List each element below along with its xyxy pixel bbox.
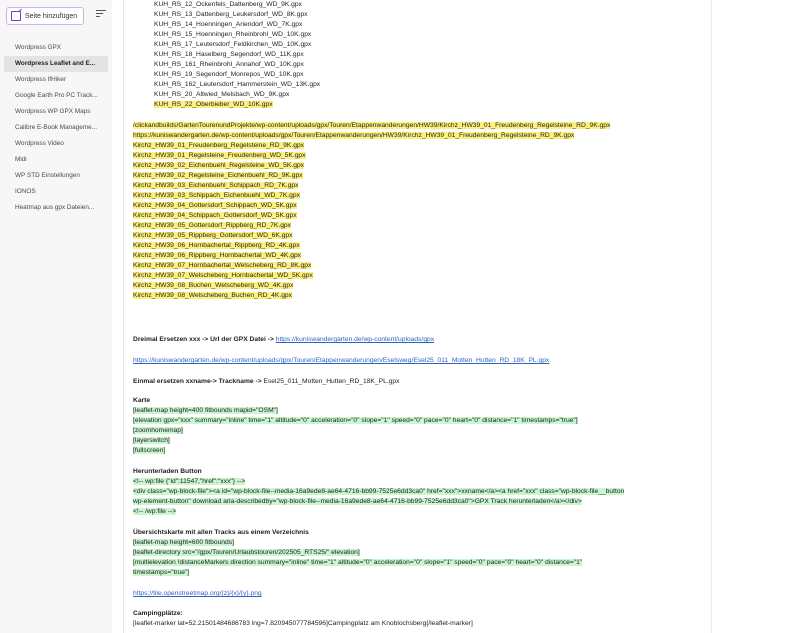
- file-line: [133, 20, 320, 30]
- file-line: [133, 80, 320, 90]
- code-text: [leaflet-map height=600 fitbounds]: [133, 539, 234, 546]
- divider: [123, 0, 124, 633]
- code-text: [elevation gpx="xxx" summary="inline" time="1" altitude="0" acceleration="0" slope="1" speed="0" pace="0" heart="0" distance="1" timestamps="true"]: [133, 417, 578, 424]
- eselsweg-link[interactable]: https://kuniswandergarten.de/wp-content/uploads/gpx/Touren/Etappenwanderungen/Eselsweg/Esel25_011_Motten_Hutten_RD_18K_PL.gpx: [133, 357, 550, 364]
- file-name: Kirchz_HW39_02_Regelsteine_Eichenbuehl_RD_9K.gpx: [133, 172, 303, 179]
- file-name: Kirchz_HW39_06_Hornbachertal_Rippberg_RD_4K.gpx: [133, 242, 300, 249]
- camping-heading: Campingplätze:: [133, 610, 183, 617]
- file-line: [133, 70, 320, 80]
- file-name: Kirchz_HW39_07_Hornbachertal_Welscheberg_RD_8K.gpx: [133, 262, 312, 269]
- karte-heading: Karte: [133, 397, 151, 404]
- sidebar-page-item[interactable]: Wordpress Video: [15, 140, 64, 147]
- code-text: timestamps="true"]: [133, 569, 190, 576]
- add-page-button[interactable]: [6, 7, 84, 25]
- file-name: Kirchz_HW39_06_Rippberg_Hornbachertal_WD_4K.gpx: [133, 252, 302, 259]
- file-line: [133, 40, 320, 50]
- replace1-label: Einmal ersetzen xxname-> Trackname ->: [133, 378, 264, 385]
- edit-page-icon: [11, 11, 21, 21]
- code-text: [layerswitch]: [133, 437, 170, 444]
- sidebar-page-item[interactable]: Google Earth Pro PC Track...: [15, 92, 98, 99]
- file-name: Kirchz_HW39_01_Freudenberg_Regelsteine_RD_9K.gpx: [133, 142, 305, 149]
- file-line: [133, 251, 610, 261]
- sidebar-page-item[interactable]: Calibre E-Book Manageme...: [15, 124, 98, 131]
- code-line: [133, 477, 624, 487]
- file-line: [133, 10, 320, 20]
- code-line: [133, 426, 578, 436]
- file-name: KUH_RS_20_Altwied_Melsbach_WD_9K.gpx: [154, 91, 290, 98]
- code-text: [leaflet-directory src="/gpx/Touren/Urlaubstouren/202505_RTS25/" elevation]: [133, 549, 360, 556]
- sidebar-page-item[interactable]: WP STD Einstellungen: [15, 172, 80, 179]
- file-line: [133, 100, 320, 110]
- file-name: KUH_RS_19_Segendorf_Monrepos_WD_10K.gpx: [154, 71, 304, 78]
- code-line: [133, 487, 624, 497]
- sidebar-page-item[interactable]: Wordpress WP GPX Maps: [15, 108, 91, 115]
- file-line: [133, 211, 610, 221]
- file-line: [133, 291, 610, 301]
- file-name: KUH_RS_14_Hoenningen_Ariendorf_WD_7K.gpx: [154, 21, 303, 28]
- file-name: KUH_RS_22_Oberbieber_WD_10K.gpx: [154, 101, 273, 108]
- file-name: KUH_RS_18_Haselberg_Segendorf_WD_11K.gpx: [154, 51, 304, 58]
- file-list-top: [133, 0, 320, 110]
- url-line[interactable]: [133, 131, 610, 141]
- file-line: [133, 50, 320, 60]
- overview-section: [133, 528, 582, 578]
- file-line: [133, 0, 320, 10]
- file-name: Kirchz_HW39_08_Buchen_Welscheberg_WD_4K.gpx: [133, 282, 294, 289]
- file-name: Kirchz_HW39_04_Schippach_Gottersdorf_WD_5K.gpx: [133, 212, 297, 219]
- file-line: [133, 281, 610, 291]
- code-line: [133, 406, 578, 416]
- replace1-value: Esel25_011_Motten_Hutten_RD_18K_PL.gpx: [263, 378, 400, 385]
- code-text: [fullscreen]: [133, 447, 166, 454]
- gpx-base-link[interactable]: https://kuniswandergarten.de/wp-content/uploads/gpx: [275, 336, 435, 343]
- file-name: Kirchz_HW39_01_Regelsteine_Freudenberg_WD_5K.gpx: [133, 152, 306, 159]
- file-line: [133, 90, 320, 100]
- file-line: [133, 241, 610, 251]
- path-line: [133, 121, 610, 131]
- code-text: [zoomhomemap]: [133, 427, 183, 434]
- eselsweg-line: [133, 356, 549, 366]
- code-line: [133, 436, 578, 446]
- file-line: [133, 181, 610, 191]
- file-name: KUH_RS_17_Leutersdorf_Feldkirchen_WD_10K.gpx: [154, 41, 312, 48]
- file-line: [133, 30, 320, 40]
- code-line: [133, 558, 582, 568]
- add-page-label: Seite hinzufügen: [25, 12, 78, 20]
- code-text: [leaflet-map height=400 fitbounds mapid="OSM"]: [133, 407, 278, 414]
- note-content[interactable]: [133, 0, 708, 633]
- replace3-label: Dreimal Ersetzen xxx -> Url der GPX Datei ->: [133, 336, 276, 343]
- code-line: [133, 548, 582, 558]
- code-line: [133, 497, 624, 507]
- overview-heading: Übersichtskarte mit allen Tracks aus einem Verzeichnis: [133, 529, 309, 536]
- file-name: Kirchz_HW39_07_Welscheberg_Hornbachertal_WD_5K.gpx: [133, 272, 313, 279]
- sidebar-page-item[interactable]: Wordpress GPX: [15, 44, 62, 51]
- file-name: KUH_RS_12_Ockenfels_Dattenberg_WD_9K.gpx: [154, 1, 302, 8]
- camping-line: [133, 619, 473, 629]
- sort-icon[interactable]: [96, 9, 106, 19]
- karte-section: [133, 396, 578, 456]
- file-name: KUH_RS_162_Leutersdorf_Hammerstein_WD_13K.gpx: [154, 81, 321, 88]
- file-name: Kirchz_HW39_04_Gottersdorf_Schippach_WD_5K.gpx: [133, 202, 297, 209]
- sidebar-page-item[interactable]: Wordpress Leaflet and E...: [4, 56, 108, 72]
- sidebar-page-item[interactable]: Wordpress IfHiker: [15, 76, 67, 83]
- file-line: [133, 171, 610, 181]
- sidebar-page-item[interactable]: IONOS: [15, 188, 36, 195]
- file-line: [133, 221, 610, 231]
- page-sidebar: [0, 0, 112, 633]
- file-line: [133, 161, 610, 171]
- code-text: [multielevation !distanceMarkers direction summary="inline" time="1" altitude="0" acceleration="0" slope="1" speed="0" pace="0" heart="0" distance="1": [133, 559, 583, 566]
- path-text: /clickandbuilds/GartenTourenundProjekte/wp-content/uploads/gpx/Touren/Etappenwanderungen/HW39/Kirchz_HW39_01_Freudenberg_Regelsteine_RD_9K.gpx: [133, 122, 611, 129]
- file-line: [133, 231, 610, 241]
- file-list-hw39: [133, 141, 610, 301]
- code-line: [133, 446, 578, 456]
- osm-tile-line: [133, 589, 262, 599]
- file-line: [133, 261, 610, 271]
- url-text[interactable]: https://kuniswandergarten.de/wp-content/uploads/gpx/Touren/Etappenwanderungen/HW39/Kirchz_HW39_01_Freudenberg_Regelsteine_RD_9K.gpx: [133, 132, 575, 139]
- code-text: wp-element-button" download aria-describedby="wp-block-file--media-16a9ede8-ae64-4716-bb99-7525e6dd3ca0">GPX Track herunterladen</a></div>: [133, 498, 582, 505]
- file-name: Kirchz_HW39_03_Schippach_Eichenbuehl_WD_7K.gpx: [133, 192, 300, 199]
- code-line: [133, 538, 582, 548]
- file-name: Kirchz_HW39_05_Gottersdorf_Rippberg_RD_7K.gpx: [133, 222, 291, 229]
- file-name: KUH_RS_161_Rheinbrohl_Annahof_WD_10K.gpx: [154, 61, 304, 68]
- code-text: <!-- wp:file {"id":11547,"href":"xxx"} -->: [133, 478, 246, 485]
- replace3-line: [133, 335, 434, 345]
- file-name: Kirchz_HW39_03_Eichenbuehl_Schippach_RD_7K.gpx: [133, 182, 299, 189]
- sidebar-page-item[interactable]: Heatmap aus gpx Dateien...: [15, 204, 95, 211]
- file-name: Kirchz_HW39_02_Eichenbuehl_Regelsteine_WD_5K.gpx: [133, 162, 305, 169]
- file-line: [133, 191, 610, 201]
- download-heading: Herunterladen Button: [133, 468, 202, 475]
- replace1-line: [133, 377, 399, 387]
- file-line: [133, 60, 320, 70]
- file-line: [133, 271, 610, 281]
- sidebar-page-item[interactable]: Midi: [15, 156, 27, 163]
- code-text: <div class="wp-block-file"><a id="wp-block-file--media-16a9ede8-ae64-4716-bb99-7525e6dd3ca0" href="xxx">xxname</a><a href="xxx" class="wp-block-file__button: [133, 488, 625, 495]
- divider: [711, 0, 712, 633]
- hw39-block: [133, 121, 610, 301]
- file-line: [133, 141, 610, 151]
- file-name: Kirchz_HW39_05_Rippberg_Gottersdorf_WD_6K.gpx: [133, 232, 293, 239]
- file-name: KUH_RS_15_Hoenningen_Rheinbrohl_WD_10K.gpx: [154, 31, 312, 38]
- code-text: <!-- /wp:file -->: [133, 508, 177, 515]
- osm-tile-link[interactable]: https://tile.openstreetmap.org/{z}/{x}/{y}.png: [133, 590, 262, 597]
- code-line: [133, 416, 578, 426]
- file-name: KUH_RS_13_Dattenberg_Leukersdorf_WD_8K.gpx: [154, 11, 308, 18]
- file-name: Kirchz_HW39_08_Welscheberg_Buchen_RD_4K.gpx: [133, 292, 292, 299]
- download-section: [133, 467, 624, 517]
- camping-section: [133, 609, 473, 629]
- code-line: [133, 507, 624, 517]
- camping-marker-text: [leaflet-marker lat=52.21501484686783 lng=7.820945077784596]Campingplatz am Knoblochsberg[/leaflet-marker]: [133, 620, 473, 627]
- file-line: [133, 151, 610, 161]
- code-line: [133, 568, 582, 578]
- file-line: [133, 201, 610, 211]
- page-list: [4, 40, 108, 216]
